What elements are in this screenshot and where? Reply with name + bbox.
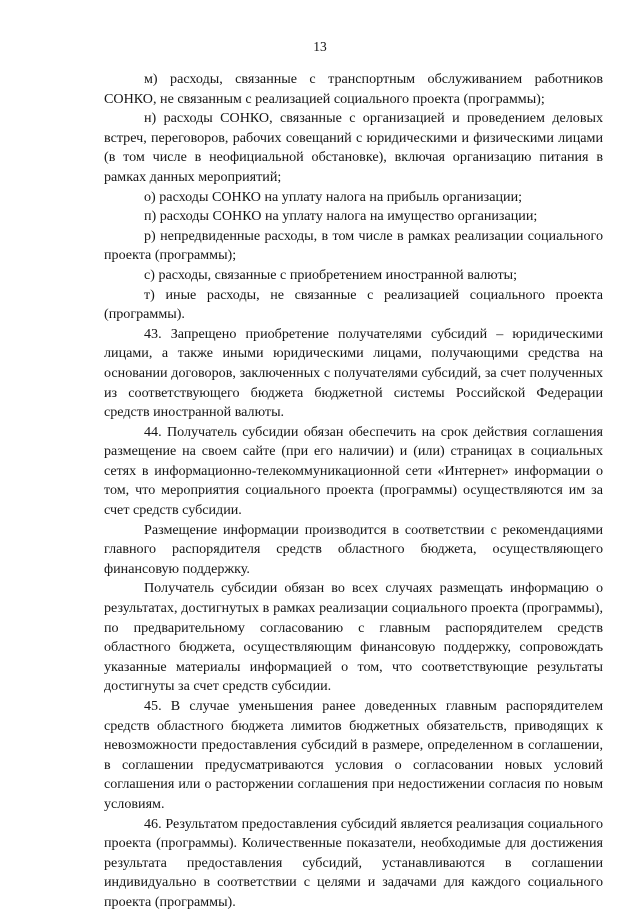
clause-r-unforeseen-expenses: р) непредвиденные расходы, в том числе в рамках реализации социального проекта (программы);	[104, 227, 603, 264]
clause-n-meeting-expenses: н) расходы СОНКО, связанные с организацией и проведением деловых встреч, переговоров, рабочих совещаний с юридическими и физическими лицами (в том числе в неофициальной обстановке), включая организацию питания в рамках данных мероприятий;	[104, 110, 603, 185]
section-44-paragraph: 44. Получатель субсидии обязан обеспечить на срок действия соглашения размещение на своем сайте (при его наличии) и (или) страницах в социальных сетях в информационно-телекоммуникационной сети «Интернет» информации о том, что мероприятия социального проекта (программы) осуществляются им за счет средств субсидии.	[104, 423, 603, 519]
clause-m-transport-expenses: м) расходы, связанные с транспортным обслуживанием работников СОНКО, не связанным с реализацией социального проекта (программы);	[104, 71, 603, 107]
section-46-paragraph: 46. Результатом предоставления субсидий является реализация социального проекта (программы). Количественные показатели, необходимые для достижения результата предоставления субсидий, устанавливаются в соглашении индивидуально в соответствии с целями и задачами для каждого социального проекта (программы).	[104, 815, 603, 910]
clause-s-foreign-currency: с) расходы, связанные с приобретением иностранной валюты;	[144, 266, 518, 283]
document-body	[104, 70, 603, 913]
section-43-paragraph: 43. Запрещено приобретение получателями субсидий – юридическими лицами, а также иными юридическими лицами, получающими средства на основании договоров, заключенных с получателями субсидий, за счет полученных из соответствующего бюджета бюджетной системы Российской Федерации средств иностранной валюты.	[104, 325, 603, 421]
clause-p-property-tax: п) расходы СОНКО на уплату налога на имущество организации;	[144, 208, 538, 225]
page-number: 13	[313, 39, 327, 54]
section-45-paragraph: 45. В случае уменьшения ранее доведенных главным распорядителем средств областного бюджета лимитов бюджетных обязательств, приводящих к невозможности предоставления субсидий в размере, определенном в соглашении, в соглашении предусматриваются условия о согласовании новых условий соглашения или о расторжении соглашения при недостижении согласия по новым условиям.	[104, 698, 603, 812]
section-44-results-paragraph: Получатель субсидии обязан во всех случаях размещать информацию о результатах, достигнутых в рамках реализации социального проекта (программы), по предварительному согласованию с главным распорядителем средств областного бюджета, осуществляющим финансовую поддержку, сопровождать указанные материалы информацией о том, что соответствующие результаты достигнуты за счет средств субсидии.	[104, 580, 603, 695]
clause-o-profit-tax: о) расходы СОНКО на уплату налога на прибыль организации;	[144, 188, 523, 205]
clause-t-other-expenses: т) иные расходы, не связанные с реализацией социального проекта (программы).	[104, 286, 603, 323]
section-44-placement-paragraph: Размещение информации производится в соответствии с рекомендациями главного распорядителя средств областного бюджета, осуществляющего финансовую поддержку.	[104, 521, 603, 577]
